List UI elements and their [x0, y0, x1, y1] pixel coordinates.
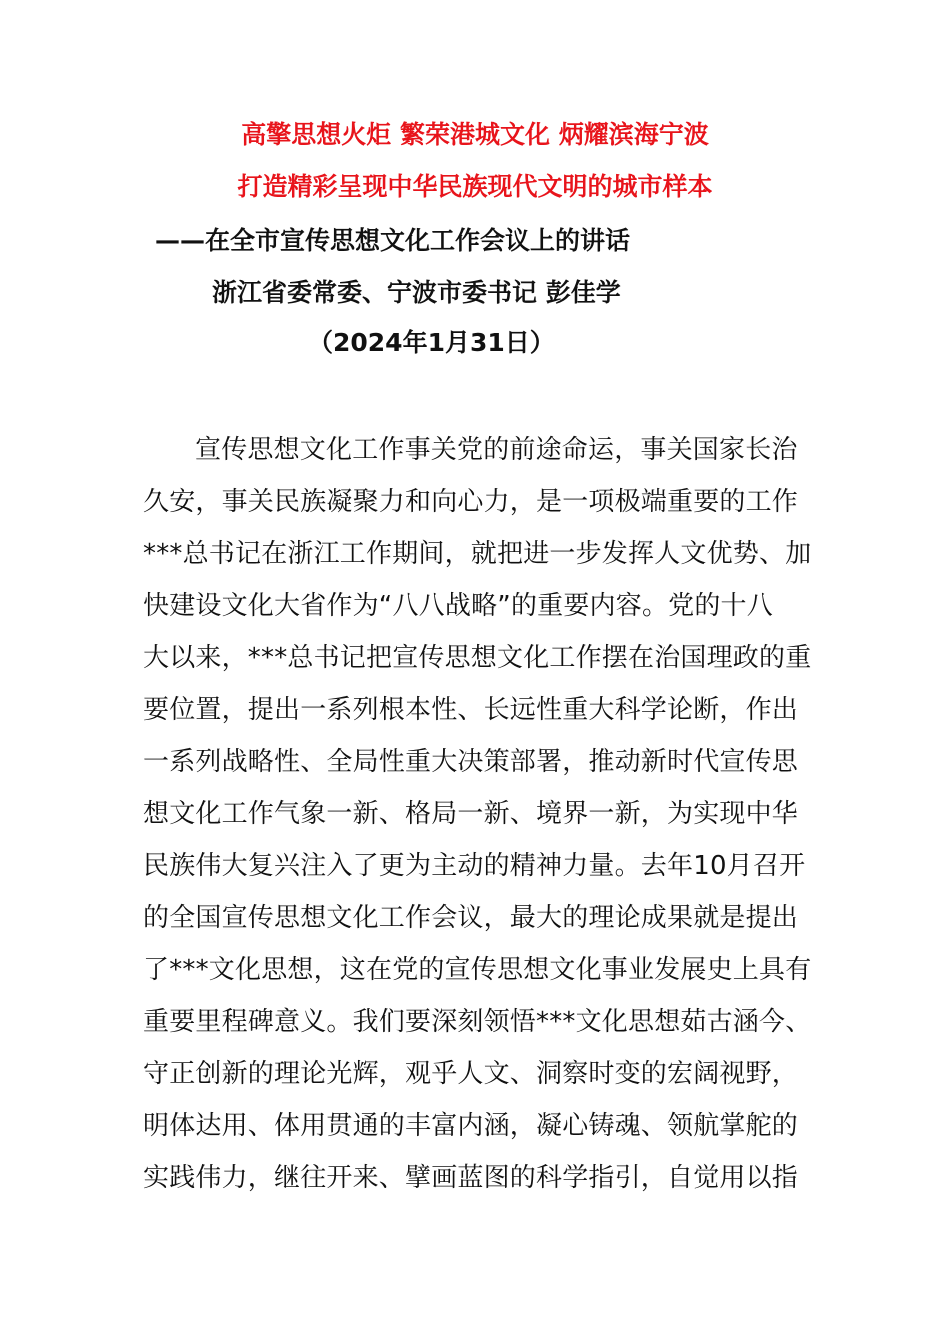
body-line: 民族伟大复兴注入了更为主动的精神力量。去年10月召开: [143, 851, 806, 881]
body-line: 快建设文化大省作为“八八战略”的重要内容。党的十八: [143, 591, 773, 621]
body-line: 要位置，提出一系列根本性、长远性重大科学论断，作出: [143, 695, 799, 725]
body-line: 想文化工作气象一新、格局一新、境界一新，为实现中华: [143, 799, 799, 829]
title-line-2: 打造精彩呈现中华民族现代文明的城市样本: [237, 172, 713, 201]
body-line: 了***文化思想，这在党的宣传思想文化事业发展史上具有: [143, 955, 812, 985]
body-line: 实践伟力，继往开来、擘画蓝图的科学指引，自觉用以指: [143, 1163, 799, 1193]
body-line: 大以来，***总书记把宣传思想文化工作摆在治国理政的重: [143, 643, 812, 673]
body-line: 一系列战略性、全局性重大决策部署，推动新时代宣传思: [143, 747, 799, 777]
body-line: 重要里程碑意义。我们要深刻领悟***文化思想茹古涵今、: [143, 1007, 812, 1037]
body-line: 的全国宣传思想文化工作会议，最大的理论成果就是提出: [143, 903, 799, 933]
body-line: 宣传思想文化工作事关党的前途命运，事关国家长治: [195, 435, 798, 465]
body-line: 守正创新的理论光辉，观乎人文、洞察时变的宏阔视野，: [143, 1059, 799, 1089]
subtitle: ——在全市宣传思想文化工作会议上的讲话: [155, 226, 631, 255]
author-line: 浙江省委常委、宁波市委书记 彭佳学: [212, 278, 621, 307]
body-line: 明体达用、体用贯通的丰富内涵，凝心铸魂、领航掌舵的: [143, 1111, 799, 1141]
body-line: ***总书记在浙江工作期间，就把进一步发挥人文优势、加: [143, 539, 812, 569]
body-line: 久安，事关民族凝聚力和向心力，是一项极端重要的工作: [143, 487, 799, 517]
title-line-1: 高擎思想火炬 繁荣港城文化 炳耀滨海宁波: [241, 120, 709, 149]
body-paragraph: [143, 424, 812, 1204]
date-line: （2024年1月31日）: [308, 328, 555, 357]
